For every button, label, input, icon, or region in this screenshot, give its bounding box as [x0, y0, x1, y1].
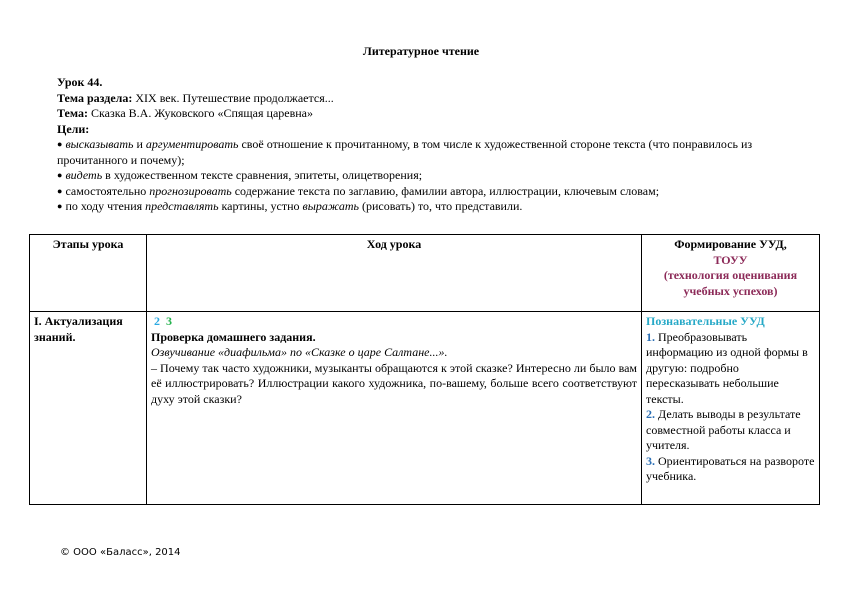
uud-item: 3. Ориентироваться на развороте учебника. [646, 453, 815, 483]
header-uud-title: Формирование УУД, [674, 237, 787, 251]
section-label: Тема раздела: [57, 90, 133, 105]
uud-item: 1. Преобразовывать информацию из одной формы в другую: подробно пересказывать небольшие тексты. [646, 329, 808, 406]
table-header-row [30, 235, 820, 312]
page-title: Литературное чтение [362, 44, 480, 58]
lesson-header [57, 75, 785, 215]
section-text: XIX век. Путешествие продолжается... [135, 90, 334, 105]
course-italic-line: Озвучивание «диафильма» по «Сказке о царе Салтане...». [151, 345, 448, 359]
goal-item: ● самостоятельно прогнозировать содержание текста по заглавию, фамилии автора, иллюстрации, ключевым словам; [57, 183, 660, 198]
slide-number: 3 [166, 314, 172, 328]
bullet-icon: ● [57, 170, 63, 180]
lesson-table [29, 234, 820, 505]
header-course: Ход урока [147, 235, 642, 312]
bullet-icon: ● [57, 185, 63, 196]
copyright-footer: © ООО «Баласс», 2014 [60, 547, 181, 558]
uud-title: Познавательные УУД [646, 314, 765, 328]
topic-text: Сказка В.А. Жуковского «Спящая царевна» [90, 106, 314, 120]
goal-item: ● высказывать и аргументировать своё отношение к прочитанному, в том числе к художественной стороне текста (что понравилось из прочитанного и почему); [57, 137, 753, 167]
table-row [30, 312, 820, 505]
goal-item: ● видеть в художественном тексте сравнения, эпитеты, олицетворения; [57, 168, 423, 182]
stage-cell: I. Актуализация знаний. [30, 312, 147, 505]
lesson-number: Урок 44. [57, 75, 103, 89]
bullet-icon: ● [57, 139, 63, 149]
bullet-icon: ● [57, 201, 63, 211]
slide-numbers [151, 314, 637, 330]
header-touu: ТОУУ [713, 252, 748, 267]
course-heading: Проверка домашнего задания. [151, 329, 316, 344]
header-stages: Этапы урока [30, 235, 147, 312]
slide-number: 2 [154, 314, 160, 328]
goals-label: Цели: [57, 121, 90, 136]
course-cell [147, 312, 642, 505]
goal-item: ● по ходу чтения представлять картины, устно выражать (рисовать) то, что представили. [57, 199, 523, 213]
uud-cell [642, 312, 820, 505]
topic-label: Тема: [57, 106, 88, 120]
header-uud [642, 235, 820, 312]
course-question: – Почему так часто художники, музыканты обращаются к этой сказке? Интересно ли было вам её иллюстрировать? Иллюстрации какого художника, по-вашему, больше всего соответствуют духу этой сказки? [151, 360, 637, 406]
uud-item: 2. Делать выводы в результате совместной работы класса и учителя. [646, 407, 801, 452]
section-line [57, 91, 785, 107]
header-touu-desc: (технология оценивания учебных успехов) [663, 268, 798, 298]
topic-line [57, 106, 785, 122]
